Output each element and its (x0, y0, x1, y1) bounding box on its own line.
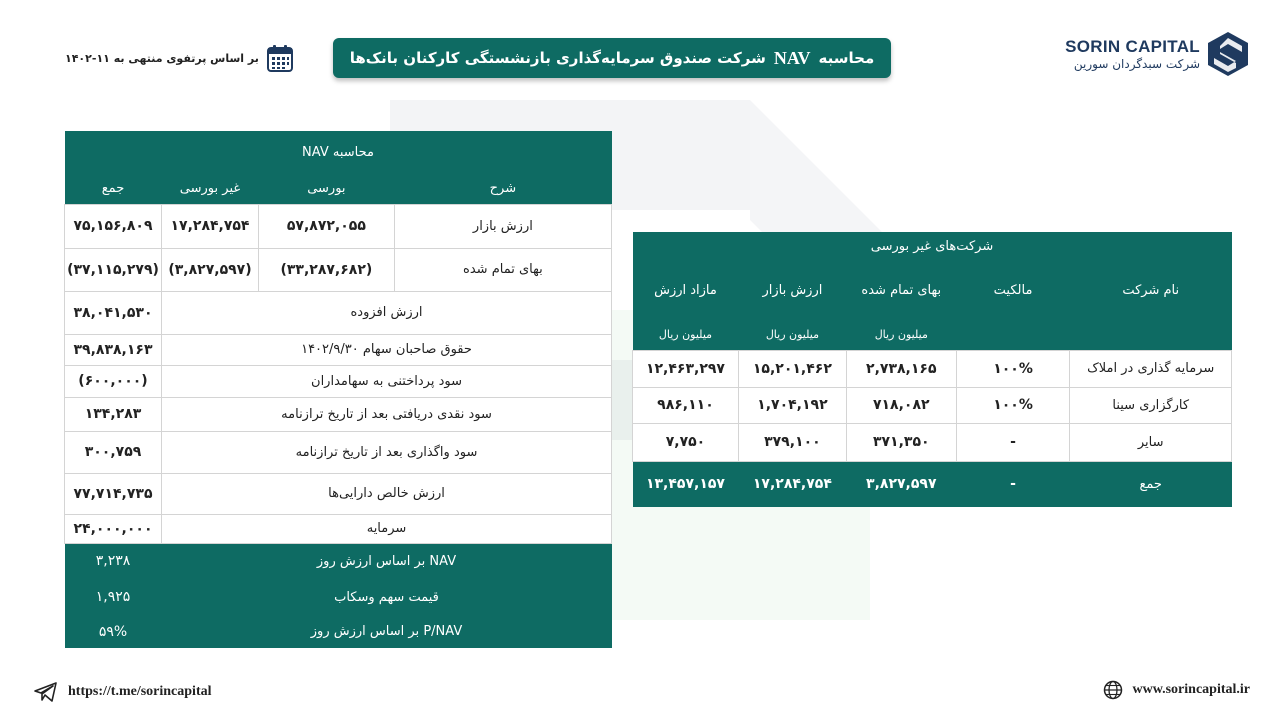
col-cost: بهای تمام شده (846, 260, 956, 320)
market-value: ۳۷۹,۱۰۰ (738, 423, 846, 461)
company-name: کارگزاری سینا (1070, 387, 1232, 423)
cell-value: (۶۰۰,۰۰۰) (65, 365, 162, 397)
unit-label: میلیون ریال (846, 320, 956, 350)
website-url[interactable]: www.sorincapital.ir (1132, 682, 1250, 697)
market-value: ۱۷,۲۸۴,۷۵۴ (738, 461, 846, 507)
cost-value: ۲,۷۳۸,۱۶۵ (846, 350, 956, 387)
cell-value: ۵۷,۸۷۲,۰۵۵ (258, 204, 394, 248)
cell-value: ۷۷,۷۱۴,۷۳۵ (65, 473, 162, 514)
table-row (65, 204, 612, 248)
cell-value: ۵۹% (65, 615, 162, 648)
company-name: سرمایه گذاری در املاک (1070, 350, 1232, 387)
col-ownership: مالکیت (956, 260, 1070, 320)
nav-table-title: محاسبه NAV (65, 131, 612, 173)
table-row (633, 387, 1232, 423)
row-label: حقوق صاحبان سهام ۱۴۰۲/۹/۳۰ (162, 334, 612, 365)
unit-label: میلیون ریال (633, 320, 739, 350)
table-row (65, 615, 612, 648)
row-label: سرمایه (162, 514, 612, 543)
cell-value: ۳۹,۸۳۸,۱۶۳ (65, 334, 162, 365)
col-description: شرح (394, 173, 611, 204)
ownership-value: ۱۰۰% (956, 387, 1070, 423)
globe-icon (1103, 680, 1123, 700)
unit-label: میلیون ریال (738, 320, 846, 350)
calendar-icon (267, 44, 293, 72)
table-row (65, 334, 612, 365)
unit-label (956, 320, 1070, 350)
table-row (65, 365, 612, 397)
row-label: سود نقدی دریافتی بعد از تاریخ ترازنامه (162, 397, 612, 431)
title-nav: NAV (773, 47, 811, 68)
col-market-value: ارزش بازار (738, 260, 846, 320)
date-note-text: بر اساس پرتفوی منتهی به ۱۱-۱۴۰۲ (65, 51, 259, 65)
cell-value: ۱۷,۲۸۴,۷۵۴ (162, 204, 259, 248)
table-total-row (633, 461, 1232, 507)
table-row (65, 579, 612, 615)
surplus-value: ۱۳,۴۵۷,۱۵۷ (633, 461, 739, 507)
cell-value: (۳,۸۲۷,۵۹۷) (162, 248, 259, 291)
row-label: سود پرداختنی به سهامداران (162, 365, 612, 397)
telegram-url[interactable]: https://t.me/sorincapital (68, 684, 212, 699)
cell-value: (۳۳,۲۸۷,۶۸۲) (258, 248, 394, 291)
table-row (65, 431, 612, 473)
cell-value: ۱۳۴,۲۸۳ (65, 397, 162, 431)
non-listed-table (632, 232, 1232, 507)
cost-value: ۷۱۸,۰۸۲ (846, 387, 956, 423)
market-value: ۱۵,۲۰۱,۴۶۲ (738, 350, 846, 387)
row-label: قیمت سهم وسکاب (162, 579, 612, 615)
total-label: جمع (1070, 461, 1232, 507)
col-surplus: مازاد ارزش (633, 260, 739, 320)
table-row (65, 248, 612, 291)
surplus-value: ۷,۷۵۰ (633, 423, 739, 461)
date-note (65, 44, 293, 72)
ownership-value: ۱۰۰% (956, 350, 1070, 387)
table-row (65, 473, 612, 514)
cell-value: ۳۸,۰۴۱,۵۳۰ (65, 291, 162, 334)
row-label: NAV بر اساس ارزش روز (162, 543, 612, 579)
telegram-link[interactable] (34, 682, 212, 702)
cell-value: ۱,۹۲۵ (65, 579, 162, 615)
table-row (65, 397, 612, 431)
telegram-icon (34, 682, 58, 702)
sorin-hexagon-icon (1206, 30, 1250, 78)
col-unlisted: غیر بورسی (162, 173, 259, 204)
col-total: جمع (65, 173, 162, 204)
cell-value: ۲۴,۰۰۰,۰۰۰ (65, 514, 162, 543)
cell-value: ۳,۲۳۸ (65, 543, 162, 579)
surplus-value: ۱۲,۴۶۳,۲۹۷ (633, 350, 739, 387)
table-row (633, 350, 1232, 387)
surplus-value: ۹۸۶,۱۱۰ (633, 387, 739, 423)
company-name: سایر (1070, 423, 1232, 461)
table-row (633, 423, 1232, 461)
row-label: سود واگذاری بعد از تاریخ ترازنامه (162, 431, 612, 473)
row-label: ارزش افزوده (162, 291, 612, 334)
row-label: P/NAV بر اساس ارزش روز (162, 615, 612, 648)
col-listed: بورسی (258, 173, 394, 204)
title-prefix: محاسبه (818, 49, 875, 67)
row-label: بهای تمام شده (394, 248, 611, 291)
nav-table (64, 131, 612, 648)
table-row (65, 514, 612, 543)
website-link[interactable] (1103, 680, 1250, 700)
table-row (65, 291, 612, 334)
ownership-value: - (956, 423, 1070, 461)
brand-name-en: SORIN CAPITAL (1065, 37, 1200, 56)
table-row (65, 543, 612, 579)
non-listed-title: شرکت‌های غیر بورسی (633, 232, 1232, 260)
col-company-name: نام شرکت (1070, 260, 1232, 320)
ownership-value: - (956, 461, 1070, 507)
cell-value: ۳۰۰,۷۵۹ (65, 431, 162, 473)
cell-value: ۷۵,۱۵۶,۸۰۹ (65, 204, 162, 248)
cell-value: (۳۷,۱۱۵,۲۷۹) (65, 248, 162, 291)
brand-logo (1065, 30, 1250, 78)
title-suffix: شرکت صندوق سرمایه‌گذاری بازنشستگی کارکنان بانک‌ها (349, 49, 766, 67)
page-title (333, 38, 891, 78)
cost-value: ۳۷۱,۳۵۰ (846, 423, 956, 461)
row-label: ارزش بازار (394, 204, 611, 248)
cost-value: ۳,۸۲۷,۵۹۷ (846, 461, 956, 507)
unit-label (1070, 320, 1232, 350)
market-value: ۱,۷۰۴,۱۹۲ (738, 387, 846, 423)
row-label: ارزش خالص دارایی‌ها (162, 473, 612, 514)
brand-name-fa: شرکت سبدگردان سورین (1073, 57, 1200, 71)
